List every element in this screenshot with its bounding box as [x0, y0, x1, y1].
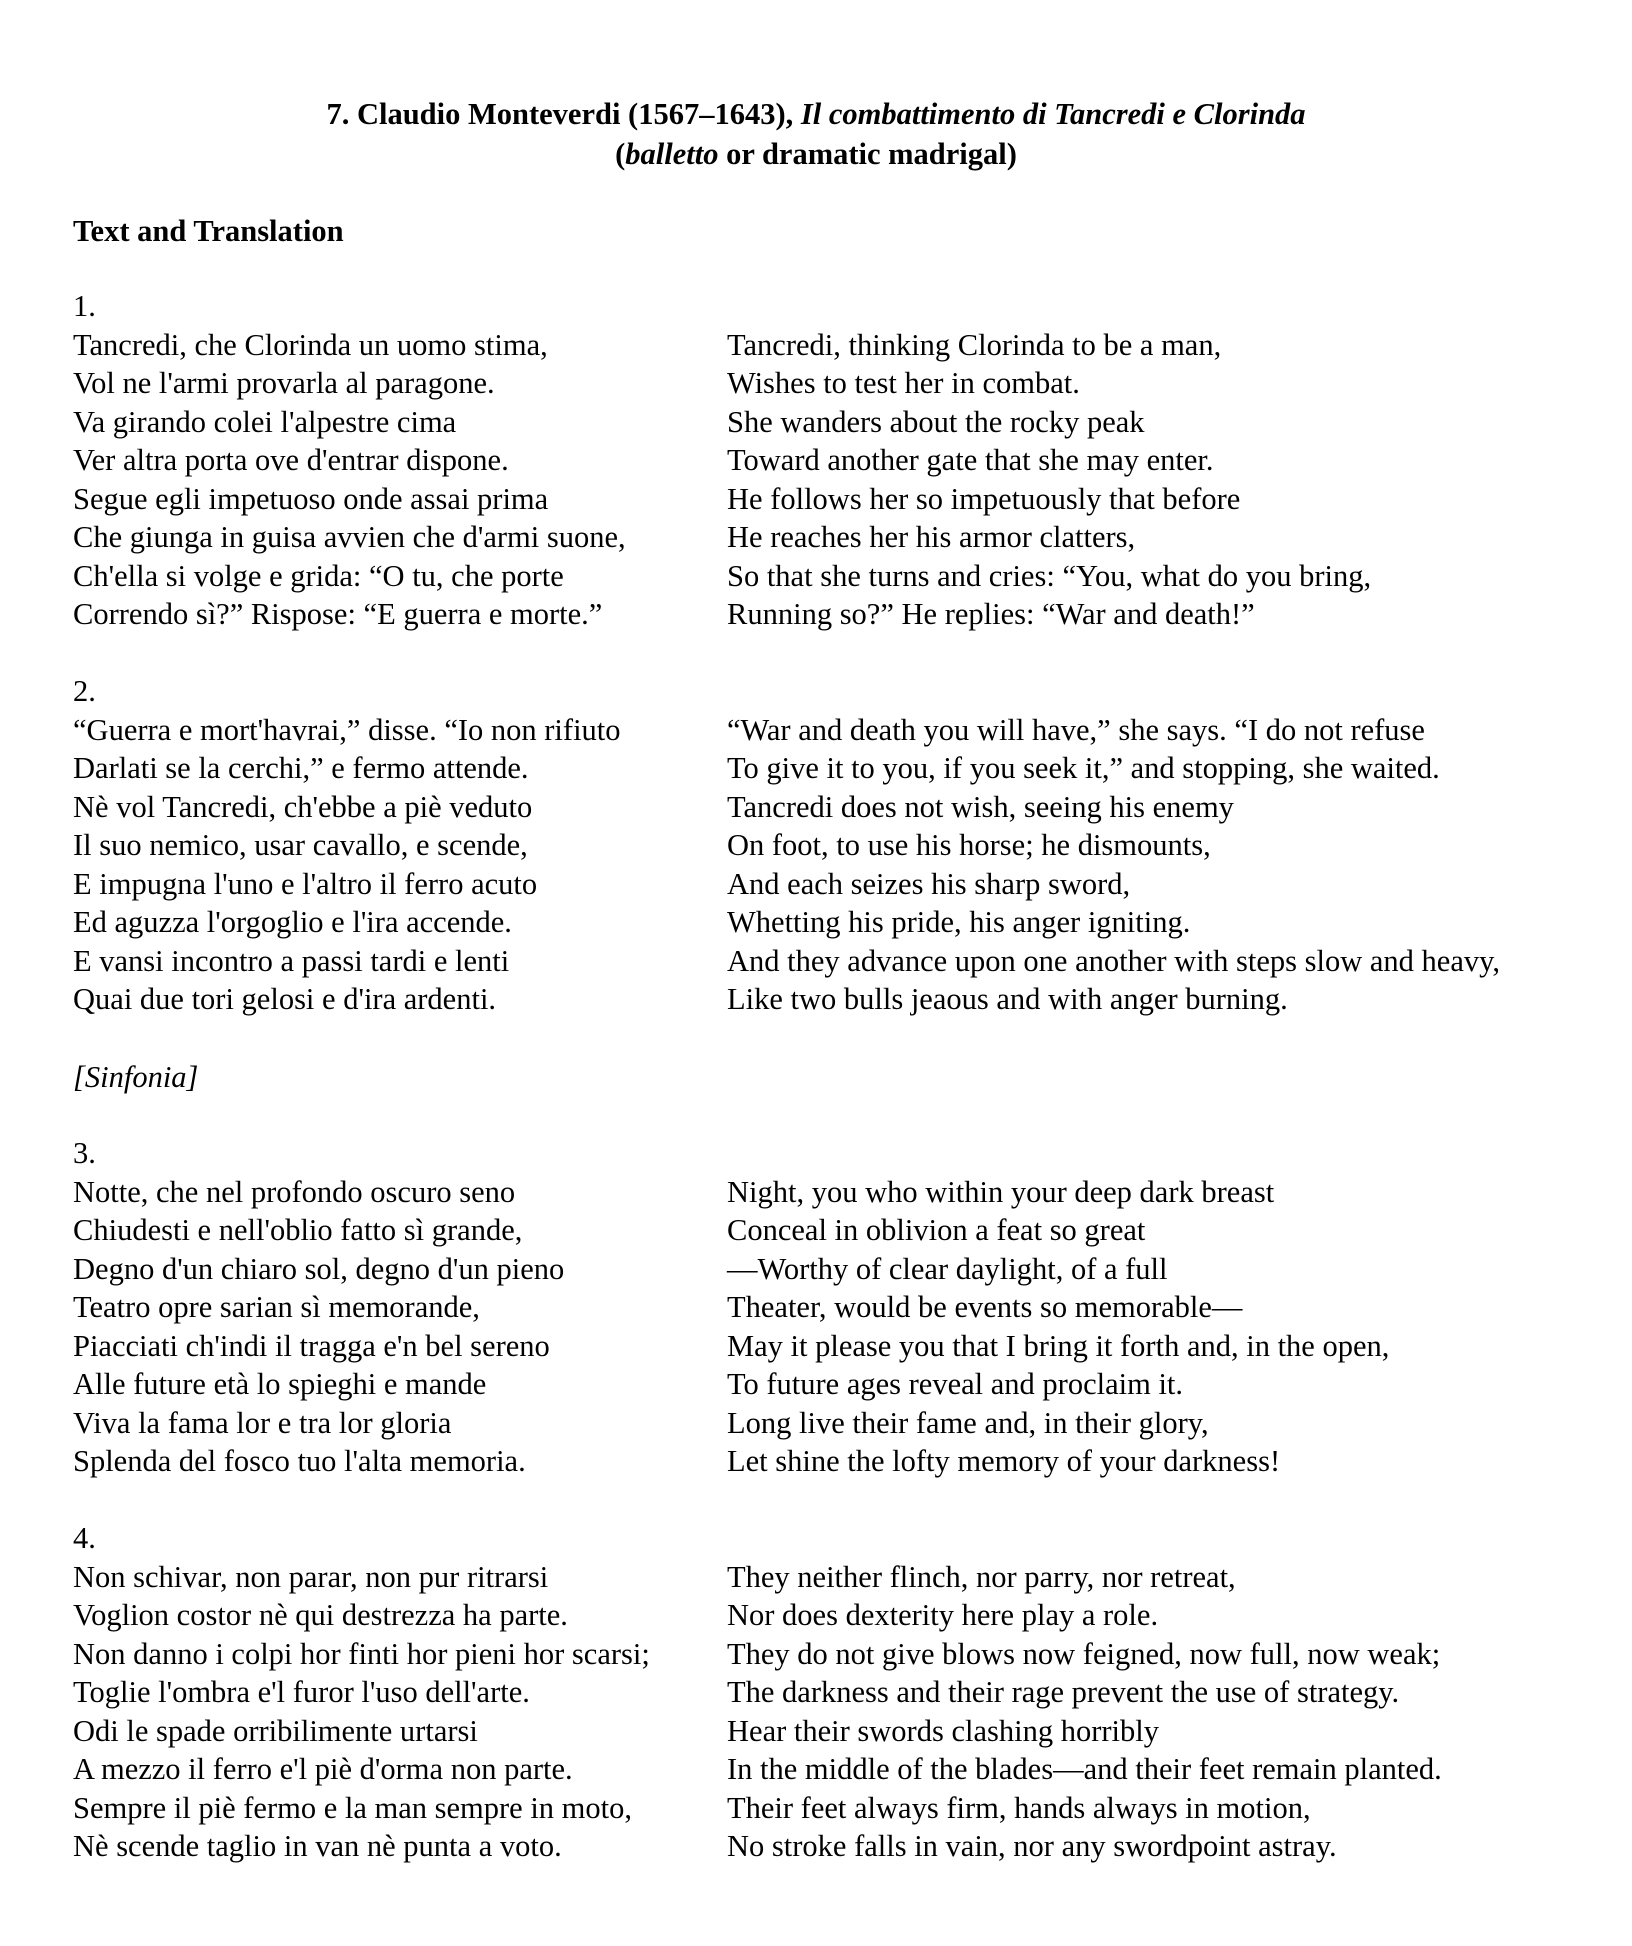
verse-line-pair [73, 1673, 1613, 1712]
stanza-number: 1. [73, 289, 96, 323]
english-line: On foot, to use his horse; he dismounts, [727, 828, 1211, 862]
italian-line: Quai due tori gelosi e d'ira ardenti. [73, 982, 497, 1016]
italian-line: Segue egli impetuoso onde assai prima [73, 481, 549, 516]
english-line: May it please you that I bring it forth and, in the open, [727, 1328, 1390, 1363]
english-line: To give it to you, if you seek it,” and stopping, she waited. [727, 751, 1440, 785]
stanza-number: 3. [73, 1136, 96, 1170]
italian-line: Il suo nemico, usar cavallo, e scende, [73, 828, 528, 862]
title-work: Il combattimento di Tancredi e Clorinda [800, 97, 1306, 131]
english-line: The darkness and their rage prevent the use of strategy. [727, 1675, 1400, 1709]
english-line: So that she turns and cries: “You, what do you bring, [727, 558, 1372, 593]
verse-line-pair [73, 557, 1613, 596]
verse-line-pair [73, 1404, 1613, 1443]
verse-line-pair [73, 518, 1613, 557]
verse-line-pair [73, 441, 1613, 480]
english-line: No stroke falls in vain, nor any swordpoint astray. [727, 1829, 1337, 1863]
italian-line: Ch'ella si volge e grida: “O tu, che porte [73, 558, 564, 593]
verse-line-pair [73, 1558, 1613, 1597]
italian-line: Non schivar, non parar, non pur ritrarsi [73, 1559, 549, 1594]
italian-line: Tancredi, che Clorinda un uomo stima, [73, 327, 548, 362]
verse-line-pair [73, 1327, 1613, 1366]
english-line: Tancredi, thinking Clorinda to be a man, [727, 327, 1222, 362]
italian-line: Non danno i colpi hor finti hor pieni hor scarsi; [73, 1636, 650, 1671]
italian-line: E vansi incontro a passi tardi e lenti [73, 943, 510, 978]
italian-line: Teatro opre sarian sì memorande, [73, 1290, 480, 1324]
english-line: Wishes to test her in combat. [727, 366, 1080, 400]
italian-line: Nè scende taglio in van nè punta a voto. [73, 1829, 562, 1863]
verse-line-pair [73, 1250, 1613, 1289]
verse-line-pair [73, 1211, 1613, 1250]
verse-line-pair [73, 595, 1613, 634]
sinfonia-note: [Sinfonia] [73, 1060, 199, 1094]
document-subtitle [0, 134, 1632, 174]
english-line: Running so?” He replies: “War and death!” [727, 597, 1255, 631]
title-composer: 7. Claudio Monteverdi (1567–1643), [326, 97, 801, 131]
italian-line: Chiudesti e nell'oblio fatto sì grande, [73, 1213, 523, 1247]
italian-line: Ed aguzza l'orgoglio e l'ira accende. [73, 905, 512, 939]
stanza [73, 672, 1613, 1019]
stanza-number: 2. [73, 674, 96, 708]
verse-line-pair [73, 711, 1613, 750]
verse-line-pair [73, 1827, 1613, 1866]
italian-line: Piacciati ch'indi il tragga e'n bel sereno [73, 1328, 550, 1363]
verse-line-pair [73, 1442, 1613, 1481]
italian-line: Toglie l'ombra e'l furor l'uso dell'arte. [73, 1675, 530, 1709]
english-line: “War and death you will have,” she says. “I do not refuse [727, 712, 1425, 747]
italian-line: Nè vol Tancredi, ch'ebbe a piè veduto [73, 789, 533, 824]
verse-line-pair [73, 942, 1613, 981]
subtitle-genre-italic: balletto [625, 137, 719, 171]
italian-line: Sempre il piè fermo e la man sempre in moto, [73, 1790, 633, 1825]
english-line: He reaches her his armor clatters, [727, 520, 1136, 554]
italian-line: Darlati se la cerchi,” e fermo attende. [73, 751, 529, 785]
italian-line: A mezzo il ferro e'l piè d'orma non parte. [73, 1752, 573, 1786]
italian-line: Va girando colei l'alpestre cima [73, 404, 457, 439]
italian-line: Voglion costor nè qui destrezza ha parte. [73, 1598, 568, 1632]
english-line: They neither flinch, nor parry, nor retreat, [727, 1559, 1236, 1594]
verse-line-pair [73, 1288, 1613, 1327]
english-line: They do not give blows now feigned, now full, now weak; [727, 1636, 1441, 1671]
verse-line-pair [73, 980, 1613, 1019]
italian-line: Che giunga in guisa avvien che d'armi suone, [73, 520, 626, 554]
english-line: He follows her so impetuously that before [727, 481, 1241, 516]
italian-line: Ver altra porta ove d'entrar dispone. [73, 443, 509, 477]
english-line: And each seizes his sharp sword, [727, 866, 1131, 901]
english-line: To future ages reveal and proclaim it. [727, 1367, 1184, 1401]
verse-line-pair [73, 1789, 1613, 1828]
italian-line: Correndo sì?” Rispose: “E guerra e morte.” [73, 597, 603, 631]
verse-line-pair [73, 788, 1613, 827]
english-line: Let shine the lofty memory of your darkness! [727, 1444, 1281, 1478]
verse-line-pair [73, 326, 1613, 365]
subtitle-genre-rest: or dramatic madrigal) [718, 137, 1017, 171]
italian-line: Odi le spade orribilimente urtarsi [73, 1713, 478, 1748]
italian-line: E impugna l'uno e l'altro il ferro acuto [73, 866, 538, 901]
verse-line-pair [73, 1712, 1613, 1751]
english-line: Like two bulls jeaous and with anger burning. [727, 982, 1288, 1016]
verse-line-pair [73, 1750, 1613, 1789]
verse-line-pair [73, 480, 1613, 519]
stanza [73, 1134, 1613, 1481]
italian-line: Splenda del fosco tuo l'alta memoria. [73, 1444, 526, 1478]
verse-line-pair [73, 826, 1613, 865]
english-line: She wanders about the rocky peak [727, 404, 1145, 439]
english-line: Theater, would be events so memorable— [727, 1290, 1243, 1324]
italian-line: Degno d'un chiaro sol, degno d'un pieno [73, 1251, 565, 1286]
verse-line-pair [73, 865, 1613, 904]
verse-line-pair [73, 749, 1613, 788]
english-line: And they advance upon one another with steps slow and heavy, [727, 943, 1501, 978]
english-line: Tancredi does not wish, seeing his enemy [727, 789, 1234, 824]
verse-line-pair [73, 1596, 1613, 1635]
english-line: In the middle of the blades—and their feet remain planted. [727, 1752, 1442, 1786]
subtitle-open-paren: ( [615, 137, 626, 171]
english-line: Toward another gate that she may enter. [727, 443, 1214, 477]
italian-line: “Guerra e mort'havrai,” disse. “Io non rifiuto [73, 712, 621, 747]
stanza [73, 287, 1613, 634]
english-line: Nor does dexterity here play a role. [727, 1598, 1159, 1632]
english-line: Whetting his pride, his anger igniting. [727, 905, 1191, 939]
verse-line-pair [73, 364, 1613, 403]
english-line: Conceal in oblivion a feat so great [727, 1213, 1146, 1247]
verse-line-pair [73, 1365, 1613, 1404]
verse-line-pair [73, 1635, 1613, 1674]
stanza-number: 4. [73, 1521, 96, 1555]
italian-line: Alle future età lo spieghi e mande [73, 1367, 487, 1401]
document-title [0, 94, 1632, 134]
verse-line-pair [73, 403, 1613, 442]
english-line: —Worthy of clear daylight, of a full [727, 1251, 1168, 1286]
english-line: Night, you who within your deep dark breast [727, 1174, 1275, 1209]
english-line: Their feet always firm, hands always in motion, [727, 1790, 1311, 1825]
section-heading: Text and Translation [73, 214, 344, 248]
italian-line: Viva la fama lor e tra lor gloria [73, 1405, 452, 1440]
verse-line-pair [73, 903, 1613, 942]
english-line: Long live their fame and, in their glory, [727, 1405, 1209, 1440]
english-line: Hear their swords clashing horribly [727, 1713, 1159, 1748]
verse-line-pair [73, 1173, 1613, 1212]
italian-line: Notte, che nel profondo oscuro seno [73, 1174, 516, 1209]
stanza [73, 1519, 1613, 1866]
italian-line: Vol ne l'armi provarla al paragone. [73, 366, 495, 400]
